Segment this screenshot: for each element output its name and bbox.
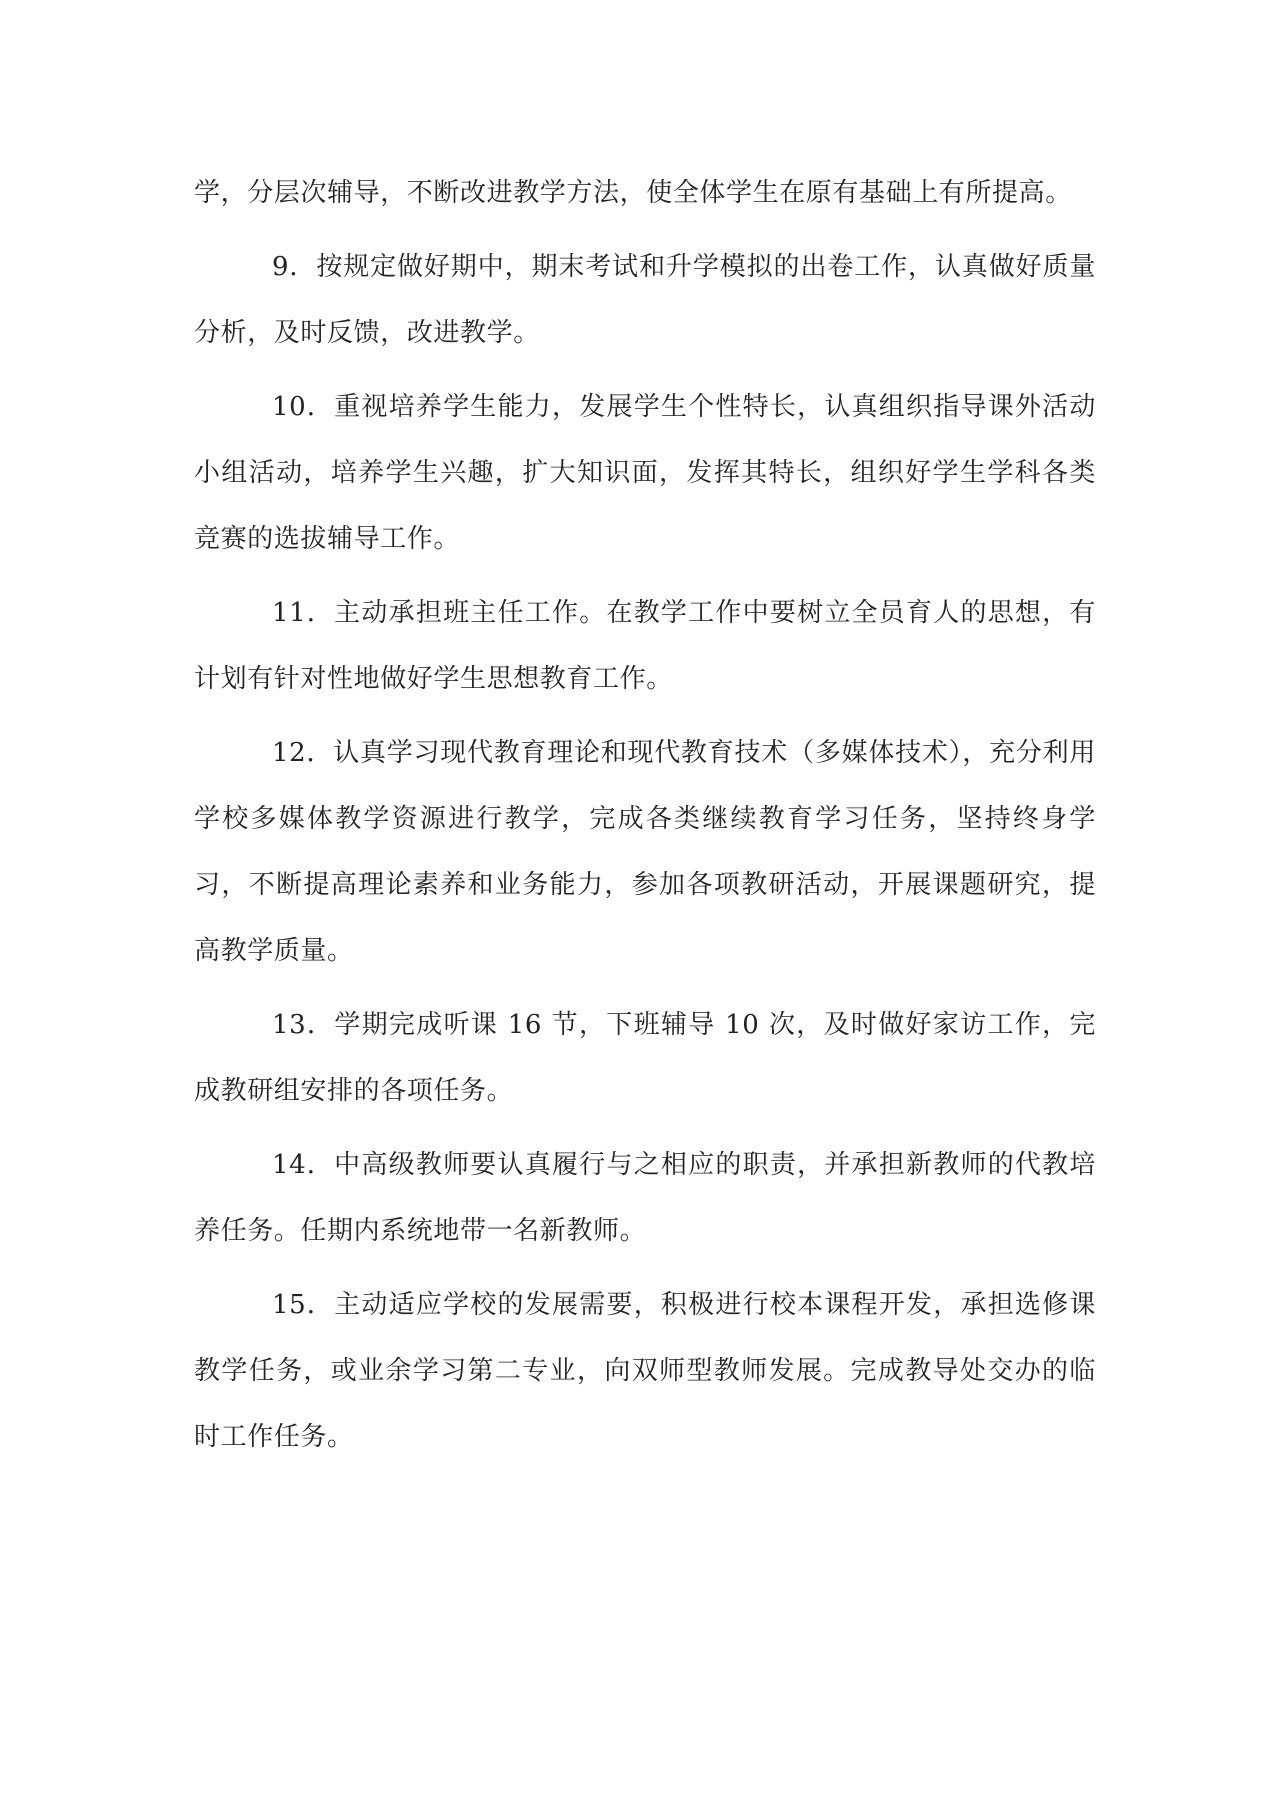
paragraph-item-14: 14．中高级教师要认真履行与之相应的职责，并承担新教师的代教培养任务。任期内系统地带一名新教师。 — [194, 1150, 1096, 1246]
paragraph-item-12: 12．认真学习现代教育理论和现代教育技术（多媒体技术），充分利用学校多媒体教学资源进行教学，完成各类继续教育学习任务，坚持终身学习，不断提高理论素养和业务能力，参加各项教研活动，开展课题研究，提高教学质量。 — [194, 738, 1096, 966]
document-body — [194, 160, 1096, 1478]
paragraph-item-13: 13．学期完成听课 16 节，下班辅导 10 次，及时做好家访工作，完成教研组安排的各项任务。 — [194, 1010, 1096, 1106]
paragraph-item-11: 11．主动承担班主任工作。在教学工作中要树立全员育人的思想，有计划有针对性地做好学生思想教育工作。 — [194, 598, 1096, 694]
paragraph-item-9: 9．按规定做好期中，期末考试和升学模拟的出卷工作，认真做好质量分析，及时反馈，改进教学。 — [194, 252, 1096, 348]
paragraph-item-10: 10．重视培养学生能力，发展学生个性特长，认真组织指导课外活动小组活动，培养学生兴趣，扩大知识面，发挥其特长，组织好学生学科各类竞赛的选拔辅导工作。 — [194, 392, 1096, 554]
paragraph-continuation: 学，分层次辅导，不断改进教学方法，使全体学生在原有基础上有所提高。 — [194, 178, 1072, 208]
paragraph-item-15: 15．主动适应学校的发展需要，积极进行校本课程开发，承担选修课教学任务，或业余学习第二专业，向双师型教师发展。完成教导处交办的临时工作任务。 — [194, 1290, 1096, 1452]
